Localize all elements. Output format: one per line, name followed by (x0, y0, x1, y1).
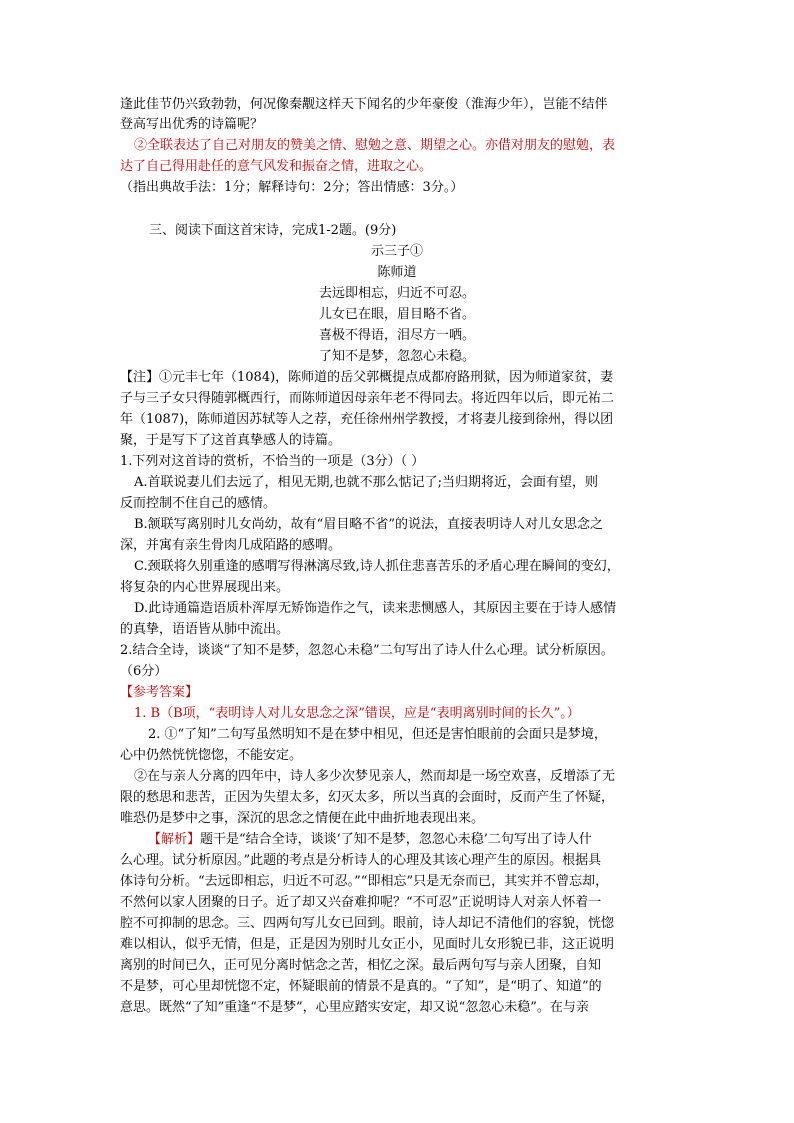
option-c: C.颈联将久别重逢的感喟写得淋漓尽致,诗人抓住悲喜苦乐的矛盾心理在瞬间的变幻， (134, 559, 620, 574)
poem-line: 去远即相忘，归近不可忍。 (318, 286, 475, 301)
answer-3-cont: 唯恐仍是梦中之事，深沉的思念之情便在此中曲折地表现出来。 (120, 811, 485, 826)
option-a-cont: 反而控制不住自己的感情。 (120, 496, 277, 511)
poem-line: 儿女已在眼，眉目略不省。 (318, 307, 475, 322)
option-d: D.此诗通篇造语质朴浑厚无矫饰造作之气，读来悲恻感人，其原因主要在于诗人感情 (134, 601, 617, 616)
question-2-cont: （6分） (120, 664, 168, 679)
analysis-line: 么心理。试分析原因。”此题的考点是分析诗人的心理及其该心理产生的原因。根据具 (120, 853, 602, 868)
note-line: 聚，于是写下了这首真挚感人的诗篇。 (120, 433, 342, 448)
prev-answer-line-2: 登高写出优秀的诗篇呢？ (120, 117, 264, 132)
prev-answer-line-3: ②全联表达了自己对朋友的赞美之情、慰勉之意、期望之心。亦借对朋友的慰勉，表 (134, 138, 616, 153)
note-line: 【注】①元丰七年（1084)，陈师道的岳父郭概提点成都府路刑狱，因为师道家贫，妻 (120, 370, 614, 385)
scoring-note: （指出典故手法：1分；解释诗句：2分；答出情感：3分。） (120, 180, 464, 195)
analysis-line: 离别的时间已久，正可见分离时惦念之苦，相忆之深。最后两句写与亲人团聚，自知 (120, 958, 602, 973)
note-line: 年（1087)，陈师道因苏轼等人之荐，充任徐州州学教授，才将妻儿接到徐州，得以团 (120, 412, 614, 427)
answer-2: 2. ①“了知”二句写虽然明知不是在梦中相见，但还是害怕眼前的会面只是梦境， (148, 727, 607, 742)
answer-2-cont: 心中仍然恍恍惚惚，不能安定。 (120, 748, 303, 763)
analysis-text: 题干是“结合全诗，谈谈‘了知不是梦，忽忽心未稳’二句写出了诗人什 (200, 832, 592, 847)
analysis-line: 不是梦，可心里却恍惚不定，怀疑眼前的情景不是真的。“了知”，是“明了、知道”的 (120, 979, 602, 994)
poem-author: 陈师道 (377, 265, 417, 280)
option-d-cont: 的真挚，语语皆从肺中流出。 (120, 622, 290, 637)
answer-1: 1. B（B项，“表明诗人对儿女思念之深”错误，应是“表明离别时间的长久”。） (134, 706, 580, 721)
analysis-label: 【解析】 (148, 832, 201, 847)
question-2: 2.结合全诗，谈谈“了知不是梦，忽忽心未稳”二句写出了诗人什么心理。试分析原因。 (120, 643, 614, 658)
answer-3: ②在与亲人分离的四年中，诗人多少次梦见亲人，然而却是一场空欢喜，反增添了无 (134, 769, 616, 784)
option-b: B.颔联写离别时儿女尚幼，故有“眉目略不省”的说法，直接表明诗人对儿女思念之 (134, 517, 603, 532)
option-c-cont: 将复杂的内心世界展现出来。 (120, 580, 290, 595)
poem-title: 示三子① (370, 244, 423, 259)
answer-header: 【参考答案】 (120, 685, 199, 700)
option-a: A.首联说妻儿们去远了，相见无期,也就不那么惦记了;当归期将近，会面有望，则 (134, 475, 599, 490)
answer-3-cont: 限的愁思和悲苦，正因为失望太多，幻灭太多，所以当真的会面时，反而产生了怀疑， (120, 790, 615, 805)
prev-answer-line-1: 逢此佳节仍兴致勃勃，何况像秦觏这样天下闻名的少年豪俊（淮海少年），岂能不结伴 (120, 97, 608, 112)
analysis-first-line (148, 831, 592, 850)
analysis-line: 腔不可抑制的思念。三、四两句写儿女已回到。眼前，诗人却记不清他们的容貌，恍惚 (120, 916, 615, 931)
option-b-cont: 深，并寓有亲生骨肉几成陌路的感喟。 (120, 538, 342, 553)
question-1: 1.下列对这首诗的赏析，不恰当的一项是（3分）（ ） (120, 454, 425, 469)
analysis-line: 难以相认，似乎无情，但是，正是因为别时儿女正小，见面时儿女形貌已非，这正说明 (120, 937, 615, 952)
analysis-line: 不然何以家人团聚的日子。近了却又兴奋难抑呢？“不可忍”正说明诗人对亲人怀着一 (120, 895, 602, 910)
poem-line: 喜极不得语，泪尽方一哂。 (318, 328, 475, 343)
poem-line: 了知不是梦，忽忽心未稳。 (318, 349, 475, 364)
note-line: 子与三子女只得随郭概西行，而陈师道因母亲年老不得同去。将近四年以后，即元祐二 (120, 391, 615, 406)
analysis-line: 体诗句分析。“去远即相忘，归近不可忍。”“即相忘”只是无奈而已，其实并不曾忘却， (120, 874, 609, 889)
prev-answer-line-4: 达了自己得用赴任的意气风发和振奋之情，进取之心。 (120, 159, 433, 174)
analysis-line: 意思。既然“了知”重逢“不是梦”，心里应踏实安定，却又说“忽忽心未稳”。在与亲 (120, 1000, 589, 1015)
section-heading: 三、阅读下面这首宋诗，完成1-2题。(9分) (149, 223, 397, 238)
